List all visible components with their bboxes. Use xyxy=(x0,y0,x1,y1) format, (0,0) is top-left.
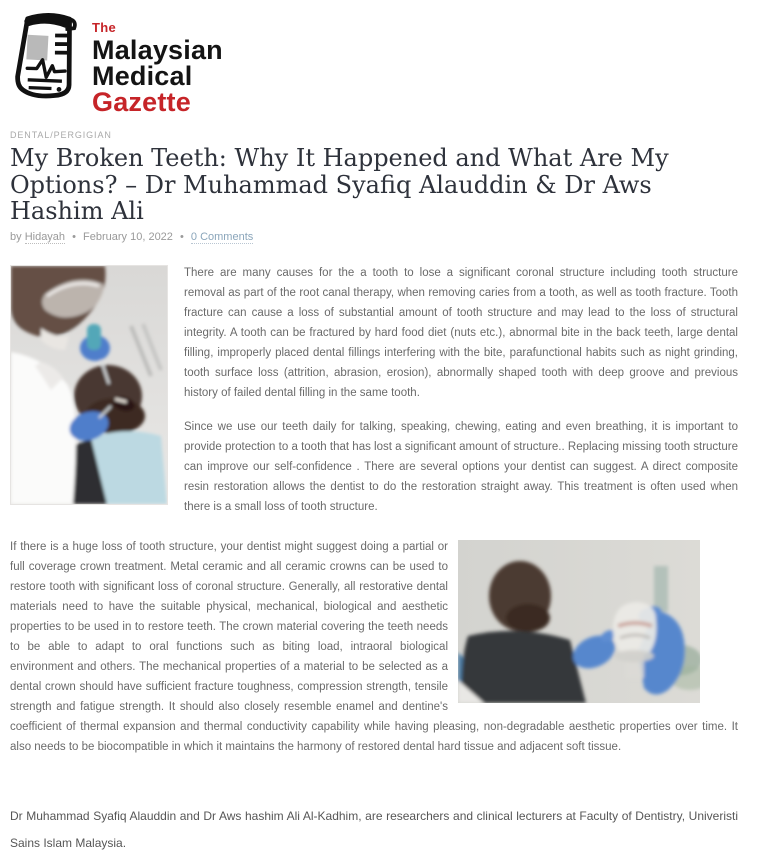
paragraph-3: If there is a huge loss of tooth structure, your dentist might suggest doing a partial or full coverage crown treatment. Metal ceramic and all ceramic crowns can be used to restore tooth with significant loss of coronal structure. Generally, all restorative dental materials need to have the suitable physical, mechanical, biological and aesthetic properties to be used in to restore teeth. The crown material covering the teeth needs to be able to adapt to oral functions such as biting load, intraoral biological environment and others. The mechanical properties of a material to be selected as a dental crown should have sufficient fracture toughness, compression strength, tensile strength and fatigue strength. It should also closely resemble enamel and dentine's coefficient of thermal expansion and thermal conductivity capability while having pleasing, non-degradable aesthetic properties over time. It also needs to be biocompatible in which it maintains the harmony of restored dental hard tissue and adjacent soft tissue. xyxy=(10,540,738,753)
byline-separator: • xyxy=(72,230,76,243)
logo-word-gazette: Gazette xyxy=(92,87,191,117)
byline xyxy=(10,231,748,243)
article-body xyxy=(10,263,738,757)
dentist-treating-patient-photo xyxy=(10,265,168,505)
newspaper-logo-icon xyxy=(10,8,82,104)
byline-separator: • xyxy=(179,230,184,243)
byline-by: by xyxy=(10,230,22,243)
logo-word-the: The xyxy=(92,20,117,35)
logo-word-medical: Medical xyxy=(92,61,193,91)
author-note: Dr Muhammad Syafiq Alauddin and Dr Aws hashim Ali Al-Kadhim, are researchers and clinical lecturers at Faculty of Dentistry, Univeristi Sains Islam Malaysia. xyxy=(10,808,738,850)
category-label[interactable]: DENTAL/PERGIGIAN xyxy=(10,130,112,140)
byline-date: February 10, 2022 xyxy=(83,230,173,243)
author-link[interactable]: Hidayah xyxy=(24,230,66,243)
page-title: My Broken Teeth: Why It Happened and What Are My Options? – Dr Muhammad Syafiq Alauddin & Dr Aws Hashim Ali xyxy=(10,144,669,225)
logo-word-malaysian: Malaysian xyxy=(92,35,223,65)
site-logo[interactable] xyxy=(10,8,748,115)
man-holding-dental-model-photo xyxy=(458,540,700,703)
site-logo-text xyxy=(92,8,223,115)
paragraph-1: There are many causes for the a tooth to lose a significant coronal structure including tooth structure removal as part of the root canal therapy, when removing caries from a tooth, as well as tooth fracture. Tooth fracture can cause a loss of substantial amount of tooth structure and may lead to the loss of structural integrity. A tooth can be fractured by hard food diet (nuts etc.), abnormal bite in the back teeth, large dental filling, improperly placed dental fillings interfering with the bite, parafunctional habits such as night grinding, tooth surface loss (attrition, abrasion, erosion), abnormally shaped tooth with deep groove and previous history of failed dental filling in the same tooth. xyxy=(184,266,738,399)
paragraph-2: Since we use our teeth daily for talking, speaking, chewing, eating and even breathing, it is important to provide protection to a tooth that has lost a significant amount of structure.. Replacing missing tooth structure can improve our self-confidence . There are several options your dentist can suggest. A direct composite resin restoration allows the dentist to do the restoration straight away. This treatment is often used when there is a small loss of tooth structure. xyxy=(184,420,738,513)
comments-link[interactable]: 0 Comments xyxy=(190,230,254,243)
